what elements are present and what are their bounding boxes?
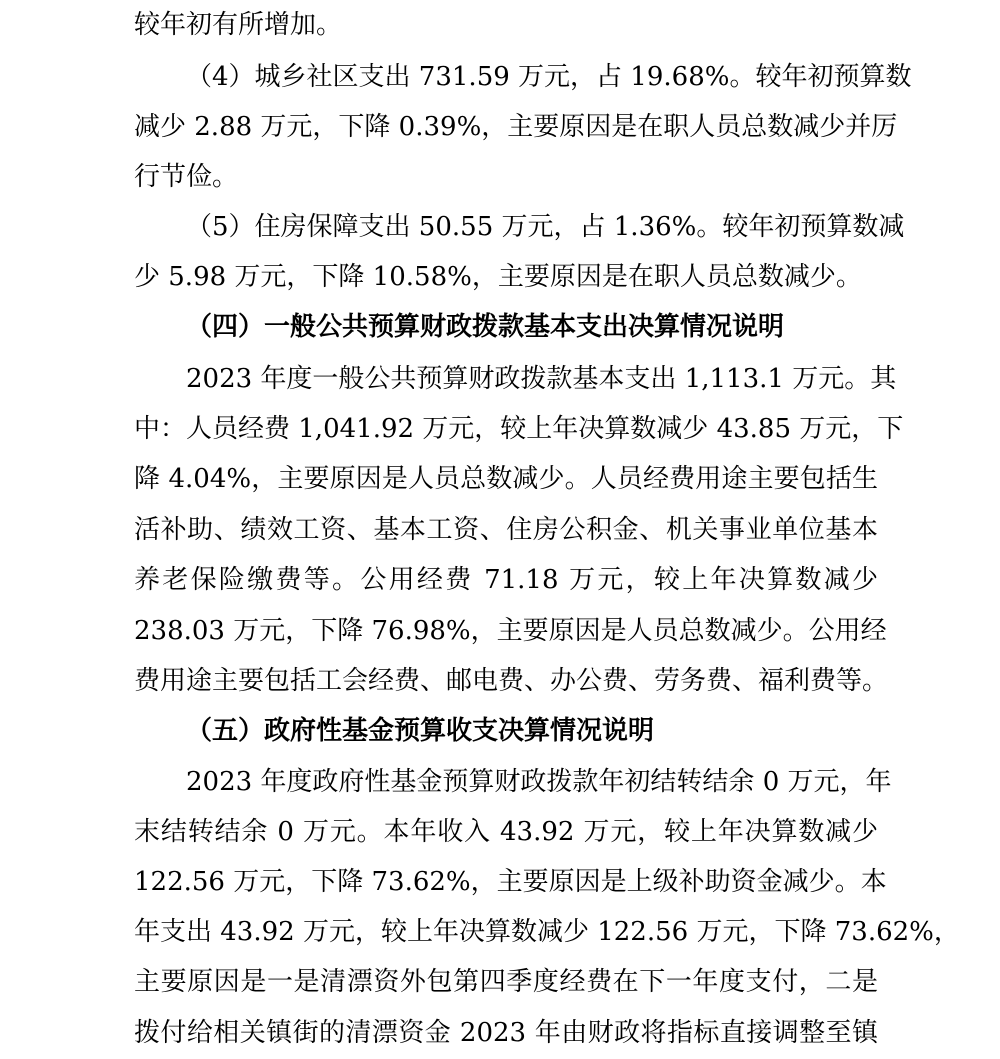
- text-line: 少 5.98 万元，下降 10.58%，主要原因是在职人员总数减少。: [134, 262, 862, 292]
- text-line: 费用途主要包括工会经费、邮电费、办公费、劳务费、福利费等。: [134, 666, 889, 696]
- text-line: 238.03 万元，下降 76.98%，主要原因是人员总数减少。公用经: [134, 616, 887, 646]
- text-line: （4）城乡社区支出 731.59 万元，占 19.68%。较年初预算数: [186, 62, 912, 92]
- text-line: 中：人员经费 1,041.92 万元，较上年决算数减少 43.85 万元，下: [134, 414, 904, 444]
- text-line: 2023 年度一般公共预算财政拨款基本支出 1,113.1 万元。其: [186, 364, 897, 394]
- text-line: 减少 2.88 万元，下降 0.39%，主要原因是在职人员总数减少并厉: [134, 112, 898, 142]
- text-line: 养老保险缴费等。公用经费 71.18 万元，较上年决算数减少: [134, 565, 878, 595]
- text-line: 降 4.04%，主要原因是人员总数减少。人员经费用途主要包括生: [134, 464, 878, 494]
- section-heading: （四）一般公共预算财政拨款基本支出决算情况说明: [186, 312, 785, 342]
- text-line: 122.56 万元，下降 73.62%，主要原因是上级补助资金减少。本: [134, 867, 887, 897]
- text-line: 行节俭。: [134, 162, 239, 192]
- text-line: 2023 年度政府性基金预算财政拨款年初结转结余 0 万元，年: [186, 767, 892, 797]
- text-line: 末结转结余 0 万元。本年收入 43.92 万元，较上年决算数减少: [134, 817, 878, 847]
- text-line: （5）住房保障支出 50.55 万元，占 1.36%。较年初预算数减: [186, 212, 905, 242]
- text-line: 年支出 43.92 万元，较上年决算数减少 122.56 万元，下降 73.62%，: [134, 917, 960, 947]
- section-heading: （五）政府性基金预算收支决算情况说明: [186, 716, 655, 746]
- text-line: 活补助、绩效工资、基本工资、住房公积金、机关事业单位基本: [134, 515, 878, 545]
- text-line: 主要原因是一是清漂资外包第四季度经费在下一年度支付，二是: [134, 967, 878, 997]
- text-line: 较年初有所增加。: [134, 10, 343, 40]
- document-page: [134, 0, 960, 1059]
- text-line: 拨付给相关镇街的清漂资金 2023 年由财政将指标直接调整至镇: [134, 1018, 878, 1048]
